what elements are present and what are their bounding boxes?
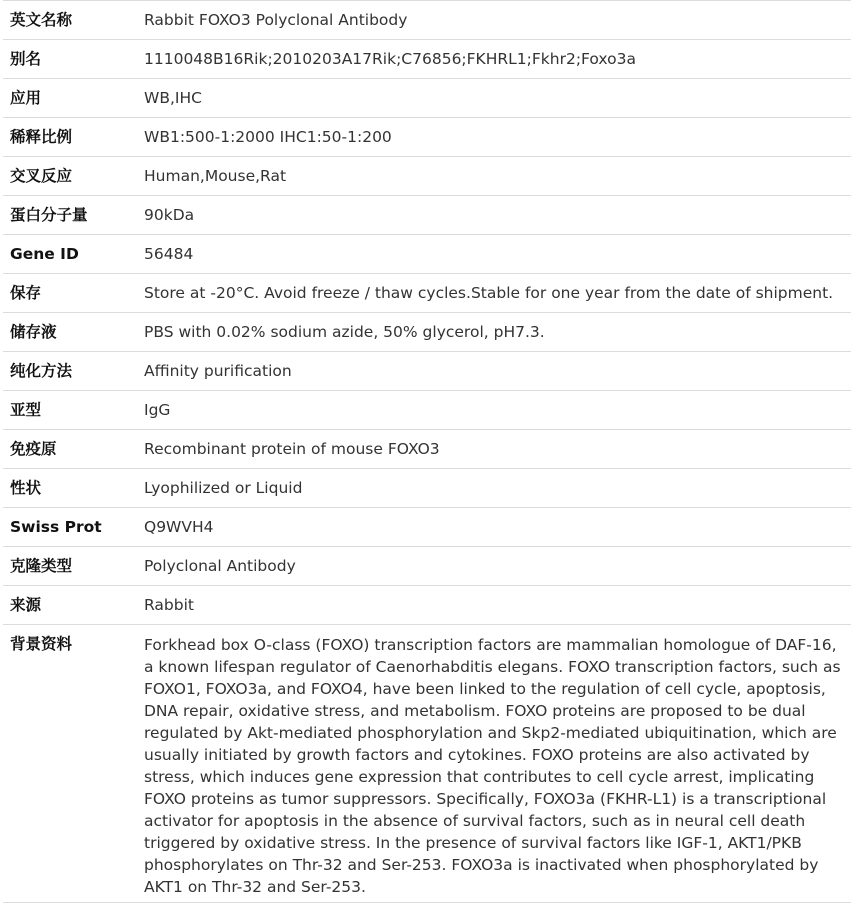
spec-label: Swiss Prot <box>3 508 136 547</box>
spec-row-reactivity <box>3 157 851 196</box>
spec-label: 储存液 <box>3 313 136 352</box>
spec-row-purification <box>3 352 851 391</box>
spec-row-dilution <box>3 118 851 157</box>
spec-value: Recombinant protein of mouse FOXO3 <box>136 430 851 469</box>
spec-label: 保存 <box>3 274 136 313</box>
spec-value: WB1:500-1:2000 IHC1:50-1:200 <box>136 118 851 157</box>
spec-label: 稀释比例 <box>3 118 136 157</box>
spec-value: Q9WVH4 <box>136 508 851 547</box>
spec-label: Gene ID <box>3 235 136 274</box>
spec-value: 90kDa <box>136 196 851 235</box>
spec-label: 背景资料 <box>3 625 136 903</box>
spec-row-host <box>3 586 851 625</box>
spec-value: Store at -20°C. Avoid freeze / thaw cycles.Stable for one year from the date of shipment. <box>136 274 851 313</box>
spec-row-molecular-weight <box>3 196 851 235</box>
spec-label: 交叉反应 <box>3 157 136 196</box>
spec-row-swiss-prot <box>3 508 851 547</box>
spec-value: 1110048B16Rik;2010203A17Rik;C76856;FKHRL1;Fkhr2;Foxo3a <box>136 40 851 79</box>
spec-label: 蛋白分子量 <box>3 196 136 235</box>
spec-label: 来源 <box>3 586 136 625</box>
spec-label: 克隆类型 <box>3 547 136 586</box>
spec-row-clonality <box>3 547 851 586</box>
spec-value: PBS with 0.02% sodium azide, 50% glycerol, pH7.3. <box>136 313 851 352</box>
spec-value: 56484 <box>136 235 851 274</box>
spec-label: 别名 <box>3 40 136 79</box>
spec-value: WB,IHC <box>136 79 851 118</box>
spec-row-isotype <box>3 391 851 430</box>
spec-label: 性状 <box>3 469 136 508</box>
spec-value: Human,Mouse,Rat <box>136 157 851 196</box>
spec-row-immunogen <box>3 430 851 469</box>
spec-label: 纯化方法 <box>3 352 136 391</box>
spec-row-english-name <box>3 1 851 40</box>
spec-label: 应用 <box>3 79 136 118</box>
spec-row-gene-id <box>3 235 851 274</box>
spec-value: Rabbit <box>136 586 851 625</box>
spec-value: Polyclonal Antibody <box>136 547 851 586</box>
spec-value: IgG <box>136 391 851 430</box>
spec-row-form <box>3 469 851 508</box>
spec-row-alias <box>3 40 851 79</box>
product-spec-table <box>3 0 851 903</box>
spec-row-background <box>3 625 851 903</box>
spec-row-storage <box>3 274 851 313</box>
spec-value: Affinity purification <box>136 352 851 391</box>
spec-value: Rabbit FOXO3 Polyclonal Antibody <box>136 1 851 40</box>
spec-row-storage-buffer <box>3 313 851 352</box>
spec-value-background: Forkhead box O-class (FOXO) transcription factors are mammalian homologue of DAF-16, a known lifespan regulator of Caenorhabditis elegans. FOXO transcription factors, such as FOXO1, FOXO3a, and FOXO4, have been linked to the regulation of cell cycle, apoptosis, DNA repair, oxidative stress, and metabolism. FOXO proteins are proposed to be dual regulated by Akt-mediated phosphorylation and Skp2-mediated ubiquitination, which are usually initiated by growth factors and cytokines. FOXO proteins are also activated by stress, which induces gene expression that contributes to cell cycle arrest, implicating FOXO proteins as tumor suppressors. Specifically, FOXO3a (FKHR-L1) is a transcriptional activator for apoptosis in the absence of survival factors, such as in neural cell death triggered by oxidative stress. In the presence of survival factors like IGF-1, AKT1/PKB phosphorylates on Thr-32 and Ser-253. FOXO3a is inactivated when phosphorylated by AKT1 on Thr-32 and Ser-253. <box>136 625 851 903</box>
spec-row-application <box>3 79 851 118</box>
spec-label: 免疫原 <box>3 430 136 469</box>
spec-value: Lyophilized or Liquid <box>136 469 851 508</box>
spec-label: 英文名称 <box>3 1 136 40</box>
spec-label: 亚型 <box>3 391 136 430</box>
